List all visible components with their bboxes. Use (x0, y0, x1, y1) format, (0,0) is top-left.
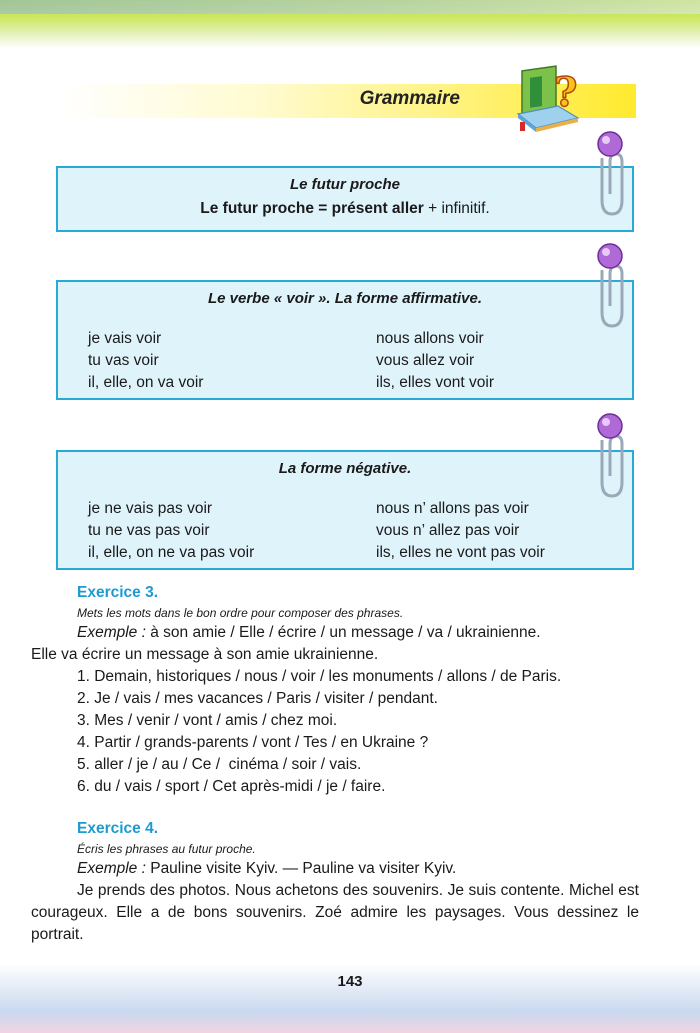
voir-negative-heading: La forme négative. (278, 460, 412, 477)
exercice-4-paragraph: Je prends des photos. Nous achetons des souvenirs. Je suis contente. Michel est courageux. Elle a de bons souvenirs. Zoé admire les paysages. Vous dessinez le portrait. (31, 882, 639, 943)
futur-proche-panel (56, 166, 634, 232)
section-title: Grammaire (359, 88, 460, 109)
conjugation-plural (376, 328, 494, 394)
conjugation-line: tu ne vas pas voir (88, 522, 210, 539)
conjugation-line: je vais voir (88, 330, 162, 347)
book-question-icon (514, 58, 586, 136)
exercice-3-title: Exercice 3. (77, 584, 159, 601)
conjugation-line: vous n’ allez pas voir (376, 522, 520, 539)
exercice-3-example (31, 622, 639, 644)
voir-affirmative-panel (56, 280, 634, 400)
conjugation-plural (376, 498, 545, 564)
top-decor-band (0, 0, 700, 48)
exercice-3-example-answer: Elle va écrire un message à son amie ukrainienne. (31, 646, 379, 663)
page-number: 143 (337, 973, 363, 990)
paperclip-icon (590, 410, 630, 505)
conjugation-line: tu vas voir (88, 352, 159, 369)
exercise-item: 1. Demain, historiques / nous / voir / les monuments / allons / de Paris. (77, 668, 562, 685)
paperclip-icon (590, 128, 630, 223)
example-text: Pauline visite Kyiv. — Pauline va visiter Kyiv. (145, 860, 457, 877)
conjugation-line: nous allons voir (376, 330, 484, 347)
exercice-4-title: Exercice 4. (77, 820, 159, 837)
futur-proche-formula (58, 200, 632, 218)
exercise-item: 2. Je / vais / mes vacances / Paris / visiter / pendant. (77, 690, 438, 707)
conjugation-line: ils, elles vont voir (376, 374, 495, 391)
exercice-3-instruction: Mets les mots dans le bon ordre pour composer des phrases. (77, 606, 404, 620)
svg-text:?: ? (554, 69, 578, 116)
conjugation-line: il, elle, on ne va pas voir (88, 544, 255, 561)
exercice-4-instruction: Écris les phrases au futur proche. (77, 842, 256, 856)
example-label: Exemple : (77, 624, 146, 641)
formula-prefix: Le futur proche = présent (200, 200, 392, 217)
paperclip-icon (590, 240, 630, 335)
conjugation-singular (88, 328, 203, 394)
futur-proche-heading: Le futur proche (289, 176, 400, 193)
conjugation-singular (88, 498, 254, 564)
conjugation-line: ils, elles ne vont pas voir (376, 544, 545, 561)
exercice-4-example (31, 858, 639, 880)
conjugation-line: vous allez voir (376, 352, 475, 369)
formula-verb: aller (391, 200, 424, 217)
conjugation-line: je ne vais pas voir (88, 500, 213, 517)
example-text: à son amie / Elle / écrire / un message / va / ukrainienne. (145, 624, 541, 641)
example-label: Exemple : (77, 860, 146, 877)
conjugation-line: nous n’ allons pas voir (376, 500, 529, 517)
conjugation-line: il, elle, on va voir (88, 374, 204, 391)
exercice-3 (31, 582, 639, 798)
exercice-4 (31, 818, 639, 946)
voir-affirmative-heading: Le verbe « voir ». La forme affirmative. (207, 290, 482, 307)
exercise-item: 3. Mes / venir / vont / amis / chez moi. (77, 712, 338, 729)
exercise-item: 5. aller / je / au / Ce / cinéma / soir / vais. (77, 756, 362, 773)
voir-negative-panel (56, 450, 634, 570)
formula-suffix: + infinitif. (423, 200, 490, 217)
exercise-item: 6. du / vais / sport / Cet après-midi / je / faire. (77, 778, 386, 795)
exercise-item: 4. Partir / grands-parents / vont / Tes / en Ukraine ? (77, 734, 429, 751)
